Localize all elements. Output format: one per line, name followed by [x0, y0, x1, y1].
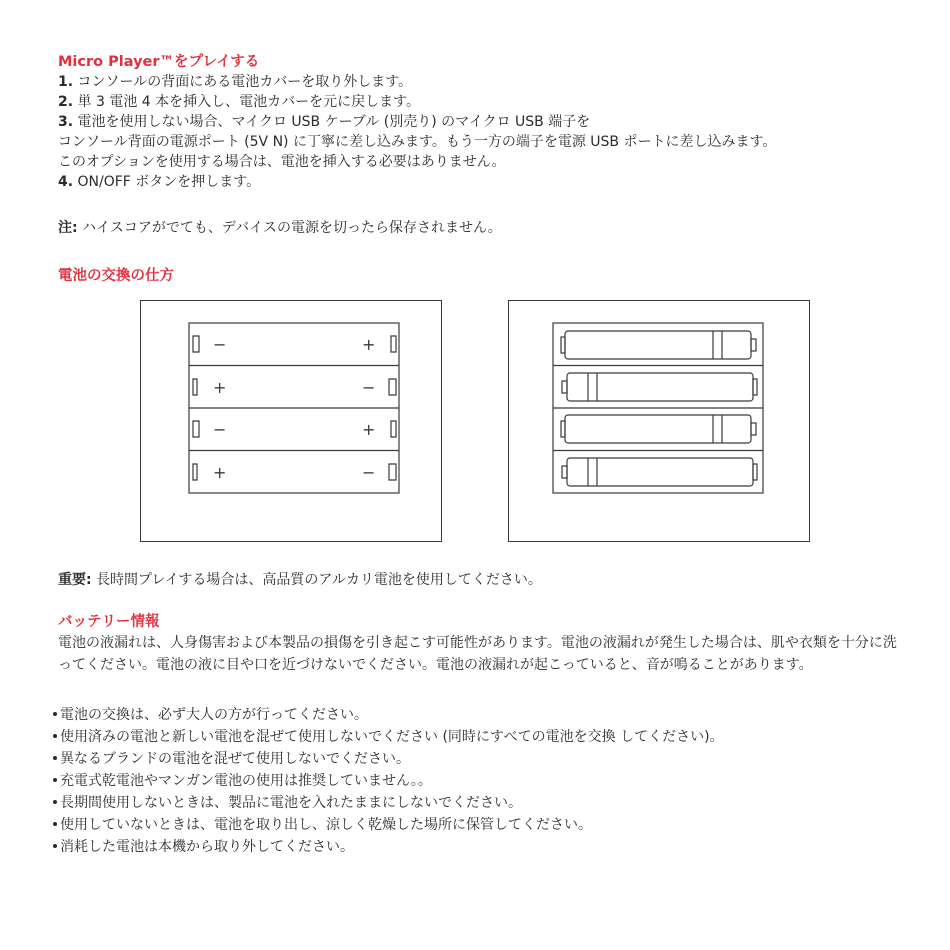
step-3-continued-1: コンソール背面の電源ポート (5V N) に丁寧に差し込みます。もう一方の端子を電源 USB ポートに差し込みます。: [58, 134, 777, 150]
list-item-text: 使用していないときは、電池を取り出し、涼しく乾燥した場所に保管してください。: [60, 817, 592, 833]
list-item: [53, 792, 908, 814]
battery-section-title: 電池の交換の仕方: [58, 268, 174, 284]
list-item-text: 異なるブランドの電池を混ぜて使用しないでください。: [60, 751, 410, 767]
bullet-icon: [53, 778, 57, 782]
step-3: [58, 112, 908, 132]
batteries-diagram: [509, 301, 811, 543]
polarity-left-2: +: [213, 378, 227, 397]
bullet-icon: [53, 844, 57, 848]
list-item: [53, 726, 908, 748]
battery-precautions-list: [53, 704, 908, 858]
important-label: 重要:: [58, 572, 92, 588]
note-label: 注:: [58, 220, 78, 236]
list-item-text: 長期間使用しないときは、製品に電池を入れたままにしないでください。: [60, 795, 522, 811]
bullet-icon: [53, 712, 57, 716]
bullet-icon: [53, 822, 57, 826]
step-text: 電池を使用しない場合、マイクロ USB ケーブル (別売り) のマイクロ USB 端子を: [77, 114, 591, 130]
step-3-continued-2: このオプションを使用する場合は、電池を挿入する必要はありません。: [58, 154, 506, 170]
step-text: 単 3 電池 4 本を挿入し、電池カバーを元に戻します。: [77, 94, 421, 110]
polarity-left-3: −: [213, 420, 227, 439]
polarity-right-3: +: [362, 420, 376, 439]
battery-info-title: バッテリー情報: [58, 614, 160, 630]
play-section-title: Micro Player™をプレイする: [58, 54, 260, 70]
battery-illustration: [58, 300, 908, 570]
polarity-right-1: +: [362, 335, 376, 354]
list-item: [53, 748, 908, 770]
step-text: ON/OFF ボタンを押します。: [77, 174, 261, 190]
step-number: 4.: [58, 174, 74, 190]
manual-page: [58, 52, 908, 858]
important-text: 長時間プレイする場合は、高品質のアルカリ電池を使用してください。: [96, 572, 542, 588]
polarity-right-2: −: [362, 378, 376, 397]
step-text: コンソールの背面にある電池カバーを取り外します。: [77, 74, 413, 90]
step-2: [58, 92, 908, 112]
list-item: [53, 704, 908, 726]
compartment-diagram: [141, 301, 443, 543]
battery-compartment-filled: [508, 300, 810, 542]
important-note: [58, 570, 908, 590]
list-item: [53, 770, 908, 792]
list-item: [53, 836, 908, 858]
step-number: 3.: [58, 114, 74, 130]
step-number: 1.: [58, 74, 74, 90]
step-4: [58, 172, 908, 192]
list-item-text: 消耗した電池は本機から取り外してください。: [60, 839, 354, 855]
bullet-icon: [53, 734, 57, 738]
battery-compartment-empty: [140, 300, 442, 542]
list-item-text: 充電式乾電池やマンガン電池の使用は推奨していません。。: [60, 773, 432, 789]
step-1: [58, 72, 908, 92]
polarity-left-4: +: [213, 463, 227, 482]
polarity-right-4: −: [362, 463, 376, 482]
note: [58, 218, 908, 238]
bullet-icon: [53, 800, 57, 804]
bullet-icon: [53, 756, 57, 760]
list-item: [53, 814, 908, 836]
note-text: ハイスコアがでても、デバイスの電源を切ったら保存されません。: [82, 220, 502, 236]
step-number: 2.: [58, 94, 74, 110]
battery-info-paragraph: 電池の液漏れは、人身傷害および本製品の損傷を引き起こす可能性があります。電池の液漏れが発生した場合は、肌や衣類を十分に洗ってください。電池の液に目や口を近づけないでください。電池の液漏れが起こっていると、音が鳴ることがあります。: [58, 635, 897, 673]
polarity-left-1: −: [213, 335, 227, 354]
list-item-text: 電池の交換は、必ず大人の方が行ってください。: [60, 707, 368, 723]
list-item-text: 使用済みの電池と新しい電池を混ぜて使用しないでください (同時にすべての電池を交換 してください)。: [60, 729, 724, 745]
